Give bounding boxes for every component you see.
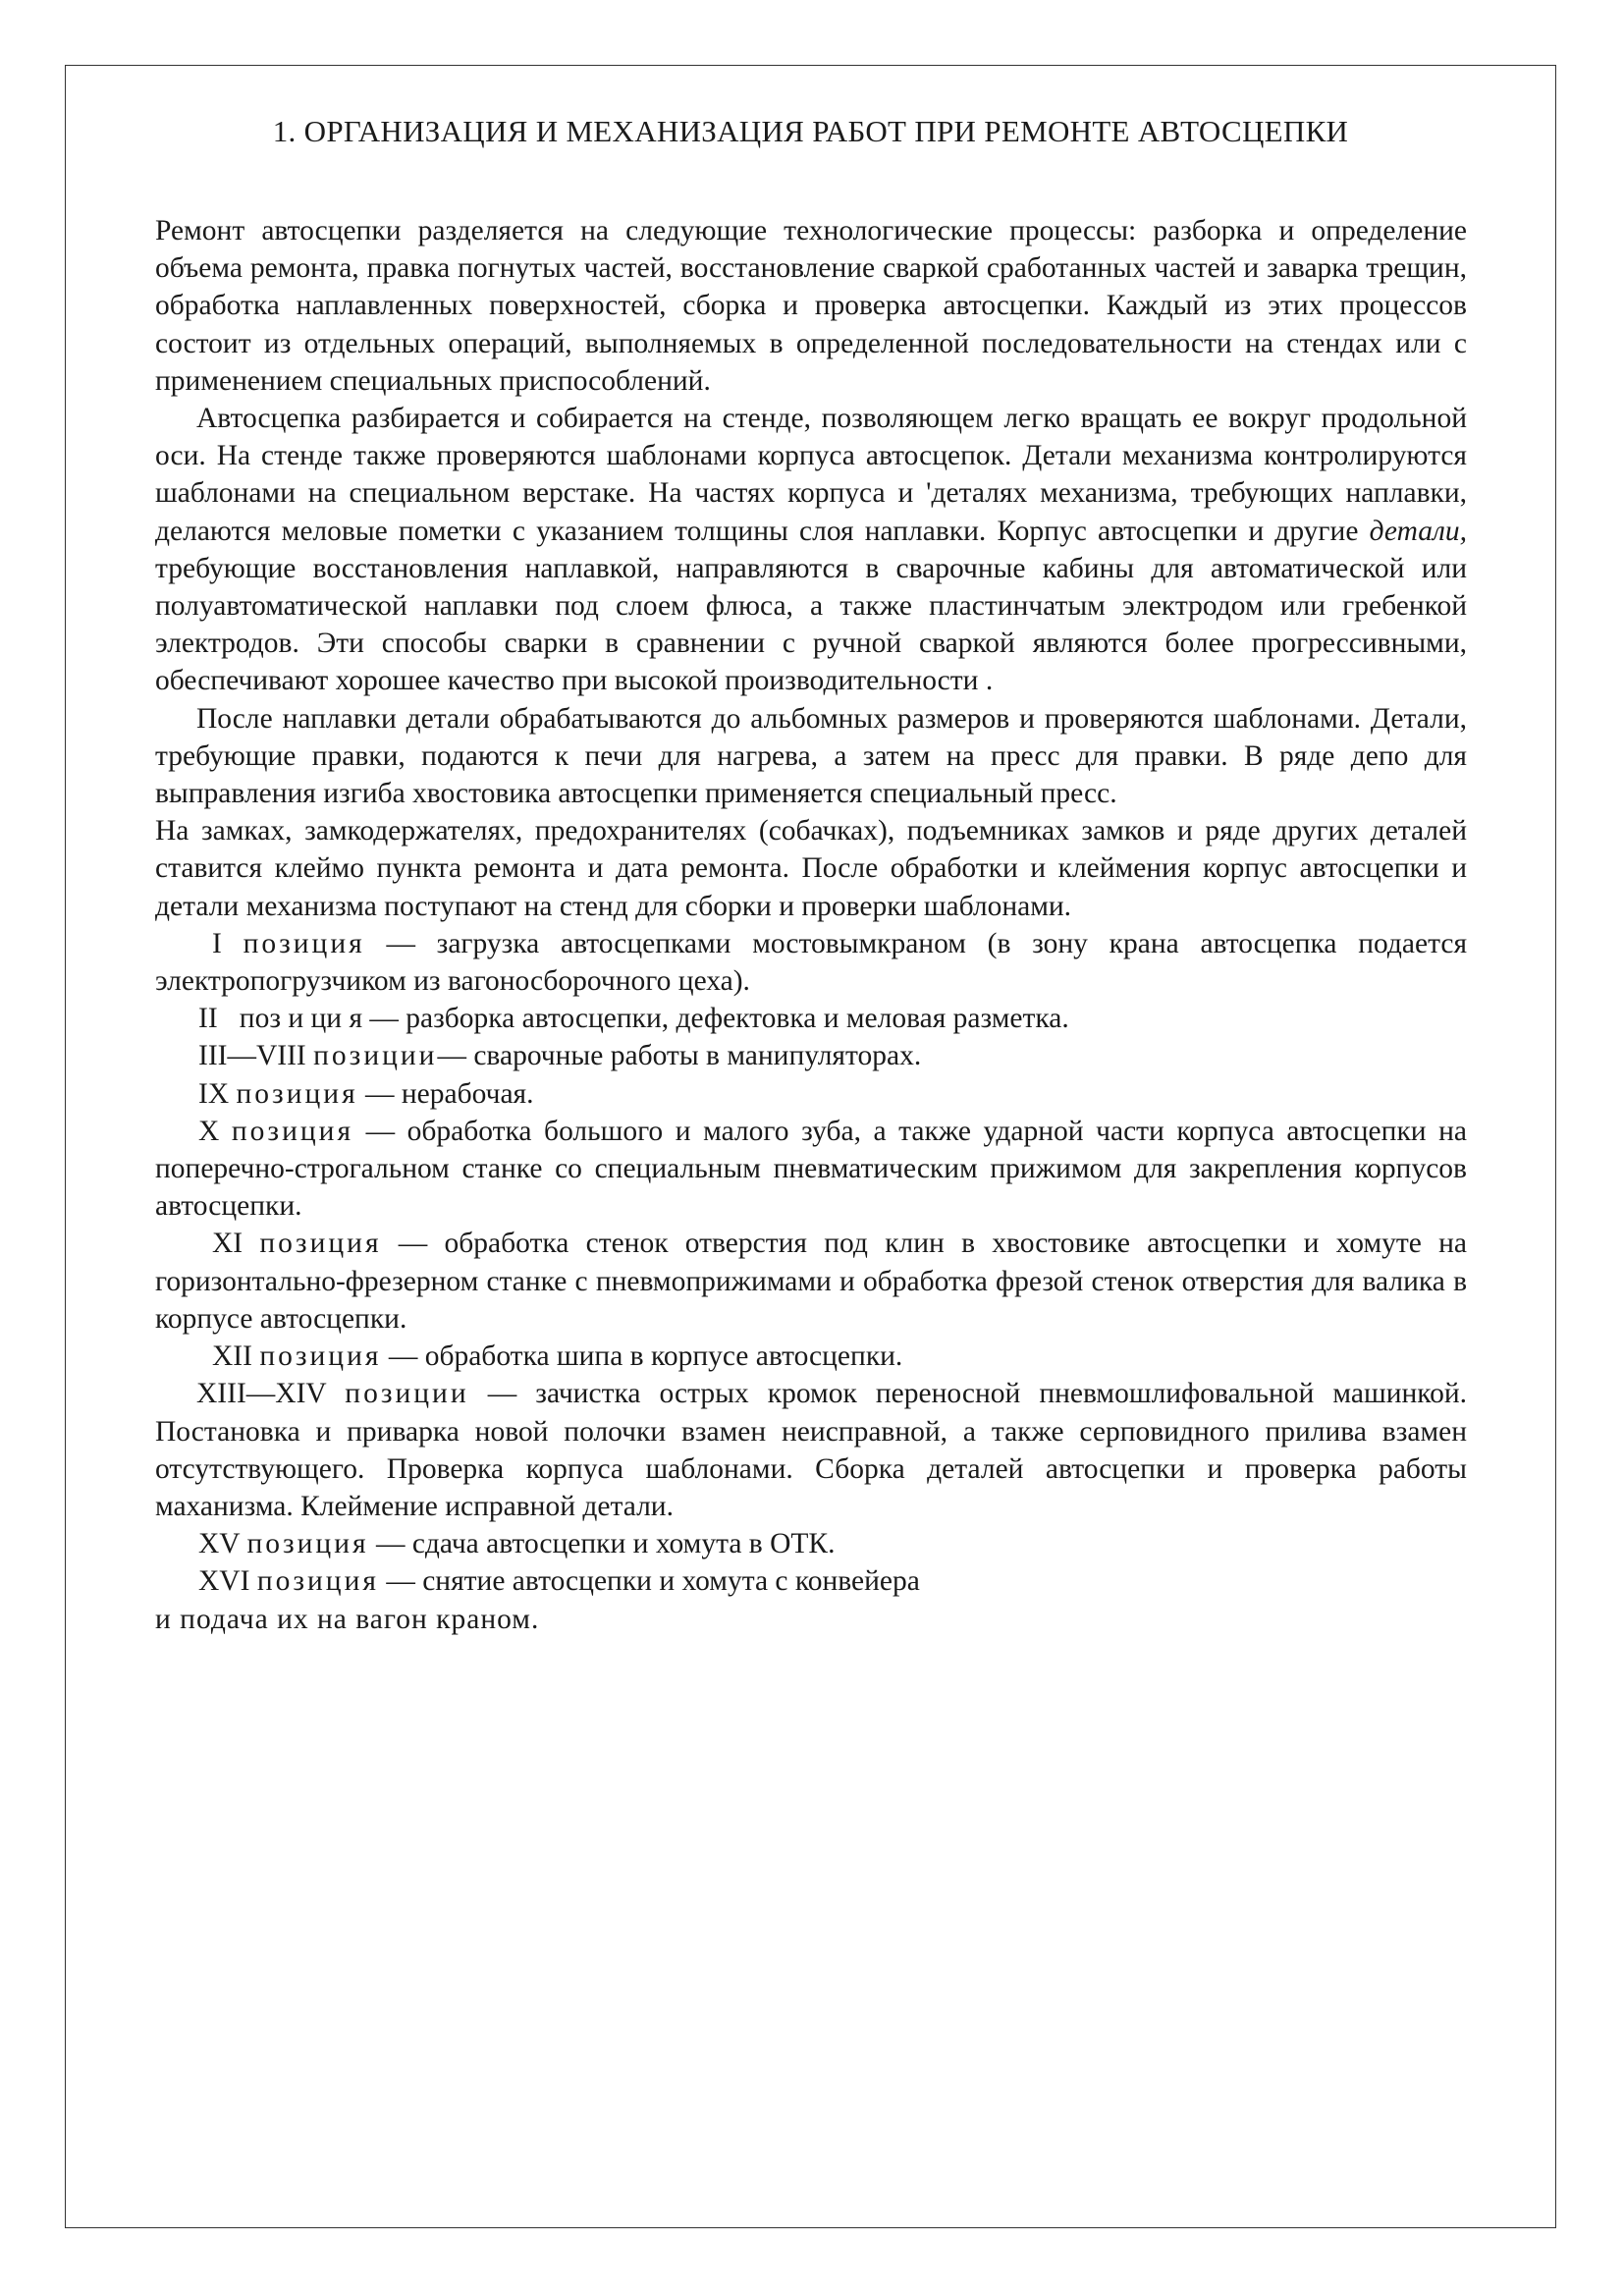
position-item xyxy=(155,1000,1467,1037)
position-word: позиция xyxy=(243,927,365,959)
position-item xyxy=(155,1525,1467,1562)
position-item xyxy=(155,1113,1467,1226)
closing-text: и подача их на вагон краном. xyxy=(155,1603,540,1635)
paragraph-branding: На замках, замкодержателях, предохранителях (собачках), подъемниках замков и ряде других деталей ставится клеймо пункта ремонта и дата ремонта. После обработки и клеймения корпус автосцепки и детали механизма поступают на стенд для сборки и проверки шаблонами. xyxy=(155,815,1467,922)
position-number: I xyxy=(212,927,222,959)
position-word: позиция xyxy=(231,1115,354,1147)
position-item xyxy=(155,1375,1467,1525)
position-number: XI xyxy=(212,1228,244,1260)
position-text: — загрузка автосцепками мостовымкраном (в зону крана автосцепка подается электропогрузчиком из вагоносборочного цеха). xyxy=(155,927,1468,998)
paragraph-text: требующие восстановления наплавкой, направляются в сварочные кабины для автоматической или полуавтоматической наплавки под слоем флюса, а также пластинчатым электродом или гребенкой электродов. Эти способы сварки в сравнении с ручной сваркой являются более прогрессивными, обеспечивают хорошее качество при высокой производительности . xyxy=(155,552,1467,697)
position-word: поз и ци я xyxy=(239,1003,363,1035)
position-number: IX xyxy=(198,1077,230,1110)
closing-line xyxy=(155,1601,1467,1638)
position-item xyxy=(155,1225,1467,1338)
position-text: — снятие автосцепки и хомута с конвейера xyxy=(378,1565,920,1598)
position-word: позиции xyxy=(345,1378,469,1410)
position-word: позиция xyxy=(246,1528,369,1560)
emphasis-text: детали, xyxy=(1369,515,1467,547)
position-item xyxy=(155,1338,1467,1375)
position-text: — сдача автосцепки и хомута в ОТК. xyxy=(368,1528,836,1560)
section-heading: 1. ОРГАНИЗАЦИЯ И МЕХАНИЗАЦИЯ РАБОТ ПРИ РЕМОНТЕ АВТОСЦЕПКИ xyxy=(272,114,1349,148)
position-number: XIII—XIV xyxy=(196,1378,327,1410)
position-text: — обработка большого и малого зуба, а также ударной части корпуса автосцепки на поперечно-строгальном станке со специальным пневматическим прижимом для закрепления корпусов автосцепки. xyxy=(155,1115,1468,1223)
position-number: XVI xyxy=(198,1565,250,1598)
position-number: III—VIII xyxy=(198,1040,306,1072)
position-number: II xyxy=(198,1003,218,1035)
position-text: — нерабочая. xyxy=(357,1077,534,1110)
paragraph-text: Автосцепка разбирается и собирается на стенде, позволяющем легко вращать ее вокруг продольной оси. На стенде также проверяются шаблонами корпуса автосцепок. Детали механизма контролируются шаблонами на специальном верстаке. На частях корпуса и 'деталях механизма, требующих наплавки, делаются меловые пометки с указанием толщины слоя наплавки. Корпус автосцепки и другие xyxy=(155,403,1467,547)
position-word: позиция xyxy=(236,1077,358,1110)
position-item xyxy=(155,1037,1467,1074)
position-item xyxy=(155,925,1467,1000)
position-number: X xyxy=(198,1115,220,1147)
position-number: XII xyxy=(212,1340,252,1373)
position-text: — разборка автосцепки, дефектовка и меловая разметка. xyxy=(362,1003,1069,1035)
paragraph-disassembly xyxy=(155,400,1467,700)
position-word: позиция xyxy=(259,1340,382,1373)
paragraph-repair-processes: Ремонт автосцепки разделяется на следующие технологические процессы: разборка и определение объема ремонта, правка погнутых частей, восстановление сваркой сработанных частей и заварка трещин, обработка наплавленных поверхностей, сборка и проверка автосцепки. Каждый из этих процессов состоит из отдельных операций, выполняемых в определенной последовательности на стендах или с применением специальных приспособлений. xyxy=(155,215,1467,397)
document-body xyxy=(155,212,1467,1638)
paragraph-machining: После наплавки детали обрабатываются до альбомных размеров и проверяются шаблонами. Детали, требующие правки, подаются к печи для нагрева, а затем на пресс для правки. В ряде депо для выправления изгиба хвостовика автосцепки применяется специальный пресс. xyxy=(155,702,1467,810)
position-text: — зачистка острых кромок переносной пневмошлифовальной машинкой. Постановка и приварка новой полочки взамен неисправной, а также серповидного прилива взамен отсутствующего. Проверка корпуса шаблонами. Сборка деталей автосцепки и проверка работы маханизма. Клеймение исправной детали. xyxy=(155,1378,1468,1522)
position-text: — сварочные работы в манипуляторах. xyxy=(437,1040,922,1072)
position-word: позиции xyxy=(313,1040,438,1072)
position-text: — обработка шипа в корпусе автосцепки. xyxy=(381,1340,903,1373)
position-word: позиция xyxy=(256,1565,379,1598)
position-item xyxy=(155,1562,1467,1600)
position-item xyxy=(155,1075,1467,1113)
position-text: — обработка стенок отверстия под клин в хвостовике автосцепки и хомуте на горизонтально-фрезерном станке с пневмоприжимами и обработка фрезой стенок отверстия для валика в корпусе автосцепки. xyxy=(155,1228,1467,1335)
position-word: позиция xyxy=(259,1228,382,1260)
position-number: XV xyxy=(198,1528,241,1560)
